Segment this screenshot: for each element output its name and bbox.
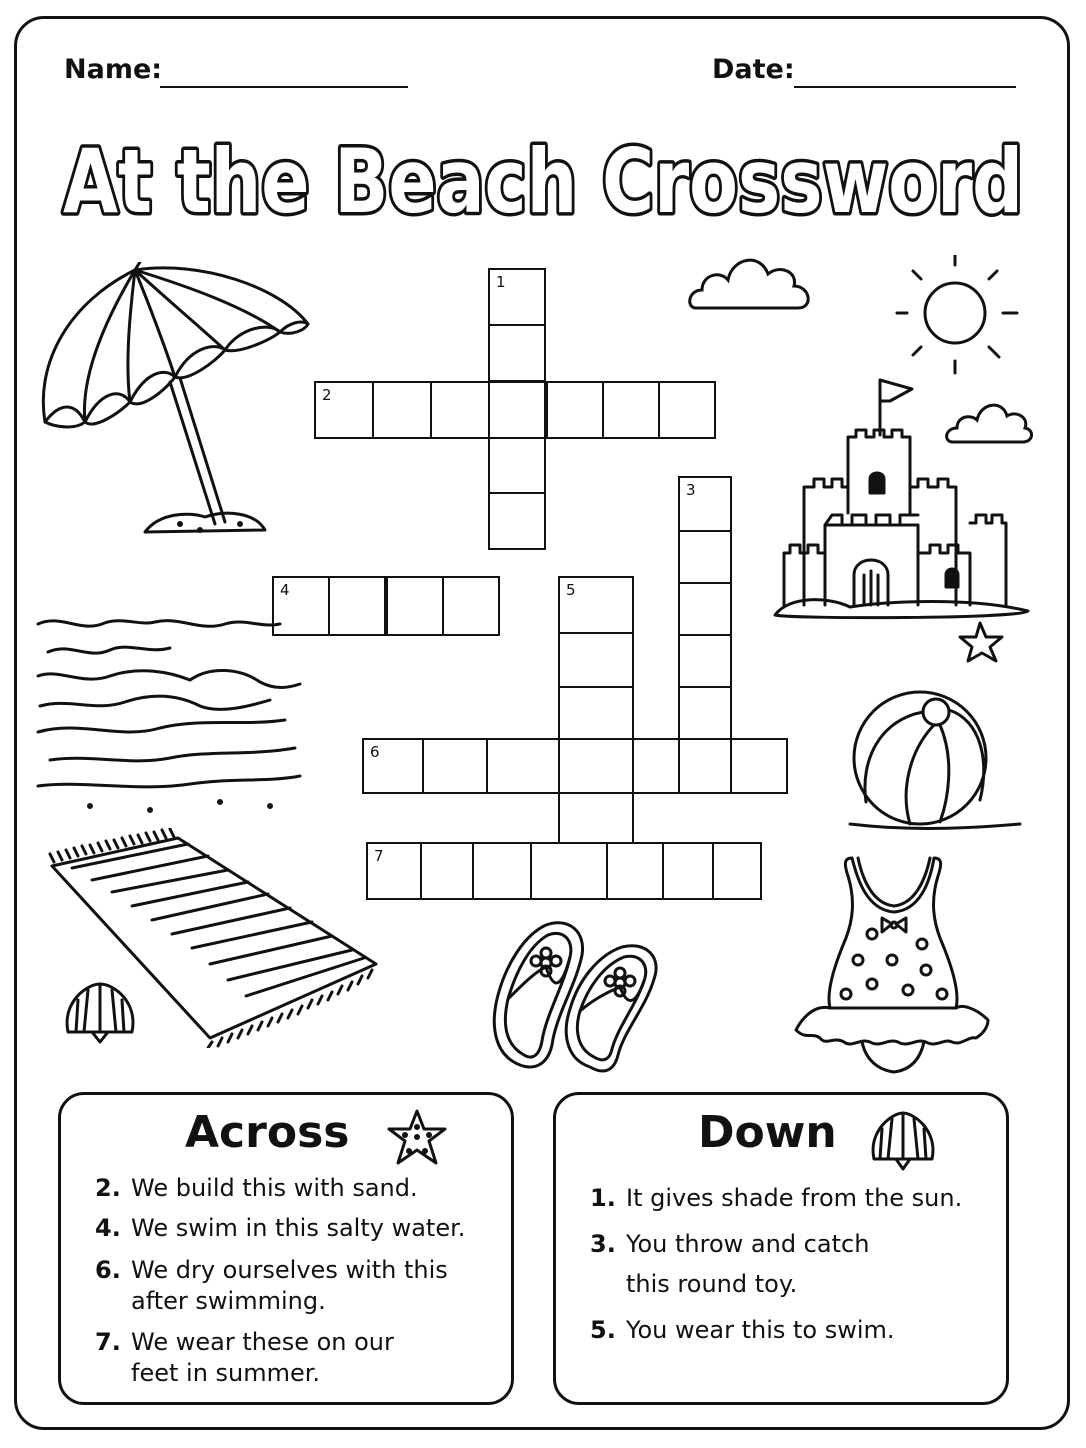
crossword-cell[interactable] [486, 738, 560, 794]
beach-umbrella-icon [30, 262, 320, 552]
crossword-cell[interactable] [488, 492, 546, 550]
crossword-cell[interactable] [558, 792, 634, 844]
clue-text: feet in summer. [131, 1359, 321, 1387]
clue-number: 3. [590, 1230, 616, 1258]
clue-number: 5. [590, 1316, 616, 1344]
crossword-cell[interactable] [530, 842, 608, 900]
clue-number: 7 [374, 847, 384, 865]
crossword-cell[interactable] [558, 632, 634, 688]
crossword-cell[interactable] [362, 738, 424, 794]
crossword-cell[interactable] [442, 576, 500, 636]
across-heading: Across [185, 1107, 350, 1158]
crossword-cell[interactable] [606, 842, 664, 900]
clue-item [590, 1315, 990, 1346]
clue-number: 3 [686, 481, 696, 499]
clue-number: 1. [590, 1184, 616, 1212]
page-title [0, 100, 1086, 250]
crossword-cell[interactable] [430, 381, 490, 439]
clue-item [590, 1229, 990, 1309]
clue-item [95, 1255, 495, 1317]
page-title-text: At the Beach Crossword [63, 130, 1024, 233]
clue-text: We wear these on our [131, 1328, 394, 1356]
crossword-cell[interactable] [372, 381, 432, 439]
crossword-cell[interactable] [678, 686, 732, 740]
cloud-icon [688, 250, 818, 320]
crossword-cell[interactable] [558, 576, 634, 634]
down-heading: Down [698, 1107, 837, 1158]
waves-icon [30, 610, 305, 820]
clue-number: 6 [370, 743, 380, 761]
crossword-cell[interactable] [602, 381, 660, 439]
crossword-cell[interactable] [678, 738, 732, 794]
clue-text: We swim in this salty water. [131, 1214, 466, 1242]
crossword-cell[interactable] [546, 381, 604, 439]
clue-number: 4. [95, 1214, 121, 1242]
name-field[interactable] [160, 86, 408, 88]
clue-text: this round toy. [626, 1270, 798, 1298]
clue-text: We build this with sand. [131, 1174, 418, 1202]
crossword-cell[interactable] [488, 268, 546, 326]
crossword-cell[interactable] [658, 381, 716, 439]
crossword-cell[interactable] [328, 576, 386, 636]
flip-flops-icon [486, 915, 686, 1075]
starfish-icon [383, 1107, 451, 1169]
crossword-cell[interactable] [678, 582, 732, 636]
clue-number: 7. [95, 1328, 121, 1356]
sandcastle-icon [770, 375, 1035, 665]
crossword-cell[interactable] [632, 738, 680, 794]
crossword-cell[interactable] [678, 634, 732, 688]
clue-text: We dry ourselves with this [131, 1256, 448, 1284]
date-field[interactable] [794, 86, 1016, 88]
clue-item [95, 1213, 495, 1244]
crossword-cell[interactable] [420, 842, 474, 900]
crossword-cell[interactable] [488, 324, 546, 382]
date-label: Date: [712, 54, 795, 85]
seashell-icon [868, 1111, 938, 1173]
crossword-cell[interactable] [678, 476, 732, 532]
crossword-cell[interactable] [662, 842, 714, 900]
crossword-cell[interactable] [678, 530, 732, 584]
clue-number: 6. [95, 1256, 121, 1284]
crossword-cell[interactable] [386, 576, 444, 636]
clue-item [590, 1183, 990, 1214]
name-label: Name: [64, 54, 163, 85]
clue-text: It gives shade from the sun. [626, 1184, 963, 1212]
clue-number: 5 [566, 581, 576, 599]
crossword-cell[interactable] [730, 738, 788, 794]
crossword-cell[interactable] [422, 738, 488, 794]
clue-item [95, 1327, 495, 1389]
crossword-cell[interactable] [488, 436, 546, 494]
clue-text: You throw and catch [626, 1230, 870, 1258]
clue-item [95, 1173, 495, 1204]
crossword-cell[interactable] [472, 842, 532, 900]
clue-text: after swimming. [131, 1287, 326, 1315]
seashell-icon [62, 982, 138, 1044]
sun-icon [895, 255, 1025, 375]
across-clues-box [58, 1092, 514, 1405]
swimsuit-icon [792, 852, 992, 1080]
crossword-cell[interactable] [314, 381, 374, 439]
crossword-cell[interactable] [558, 686, 634, 740]
clue-number: 2. [95, 1174, 121, 1202]
clue-number: 4 [280, 581, 290, 599]
clue-text: You wear this to swim. [626, 1316, 895, 1344]
crossword-cell[interactable] [712, 842, 762, 900]
crossword-cell[interactable] [488, 381, 546, 439]
clue-number: 1 [496, 273, 506, 291]
beach-ball-icon [840, 690, 1040, 830]
down-clues-box [553, 1092, 1009, 1405]
crossword-cell[interactable] [558, 738, 634, 794]
clue-number: 2 [322, 386, 332, 404]
